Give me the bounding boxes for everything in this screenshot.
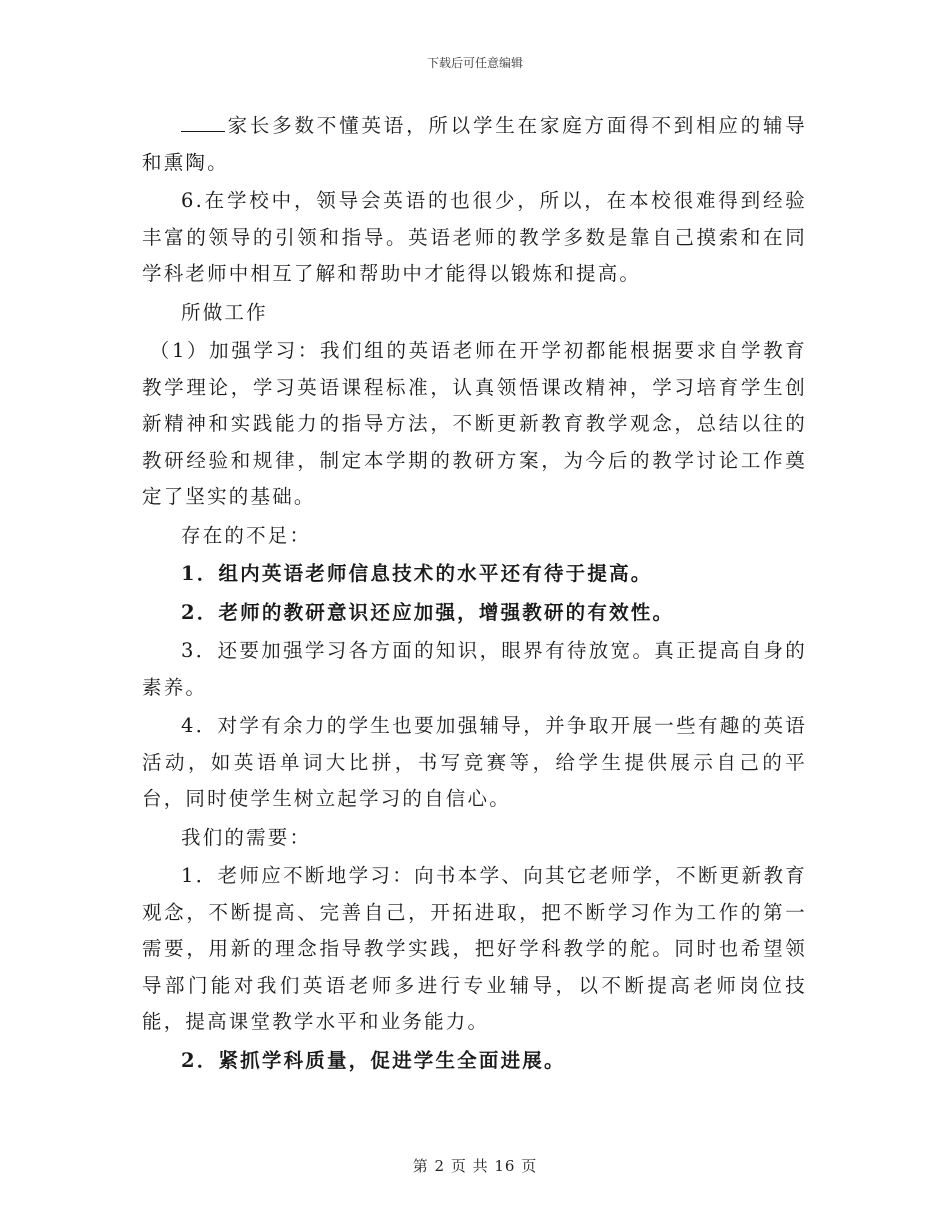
paragraph-parents-english: 家长多数不懂英语，所以学生在家庭方面得不到相应的辅导和熏陶。 xyxy=(142,114,807,174)
section-heading-needs: 我们的需要： xyxy=(181,825,312,849)
document-body xyxy=(142,108,807,1079)
section-heading-shortcomings: 存在的不足： xyxy=(181,523,312,547)
paragraph-school-leadership: 6.在学校中，领导会英语的也很少，所以，在本校很难得到经验丰富的领导的引领和指导。英语老师的教学多数是靠自己摸索和在同学科老师中相互了解和帮助中才能得以锻炼和提高。 xyxy=(142,189,807,285)
paragraph-strengthen-learning: （1）加强学习：我们组的英语老师在开学初都能根据要求自学教育教学理论，学习英语课程标准，认真领悟课改精神，学习培育学生创新精神和实践能力的指导方法，不断更新教育教学观念，总结以往的教研经验和规律，制定本学期的教研方案，为今后的教学讨论工作奠定了坚实的基础。 xyxy=(142,339,807,508)
blank-underline xyxy=(181,113,225,132)
needs-item-2: 2．紧抓学科质量，促进学生全面进展。 xyxy=(181,1048,566,1072)
section-heading-work-done: 所做工作 xyxy=(181,300,268,324)
shortcoming-item-4: 4．对学有余力的学生也要加强辅导，并争取开展一些有趣的英语活动，如英语单词大比拼，书写竞赛等，给学生提供展示自己的平台，同时使学生树立起学习的自信心。 xyxy=(142,714,807,810)
shortcoming-item-3: 3．还要加强学习各方面的知识，眼界有待放宽。真正提高自身的素养。 xyxy=(142,639,807,699)
needs-item-1: 1．老师应不断地学习：向书本学、向其它老师学，不断更新教育观念，不断提高、完善自己，开拓进取，把不断学习作为工作的第一需要，用新的理念指导教学实践，把好学科教学的舵。同时也希望领导部门能对我们英语老师多进行专业辅导，以不断提高老师岗位技能，提高课堂教学水平和业务能力。 xyxy=(142,864,807,1033)
shortcoming-item-2: 2．老师的教研意识还应加强，增强教研的有效性。 xyxy=(181,600,675,624)
page-header-note: 下载后可任意编辑 xyxy=(426,56,523,70)
page-footer-number: 第 2 页 共 16 页 xyxy=(412,1157,538,1175)
shortcoming-item-1: 1．组内英语老师信息技术的水平还有待于提高。 xyxy=(181,562,653,585)
